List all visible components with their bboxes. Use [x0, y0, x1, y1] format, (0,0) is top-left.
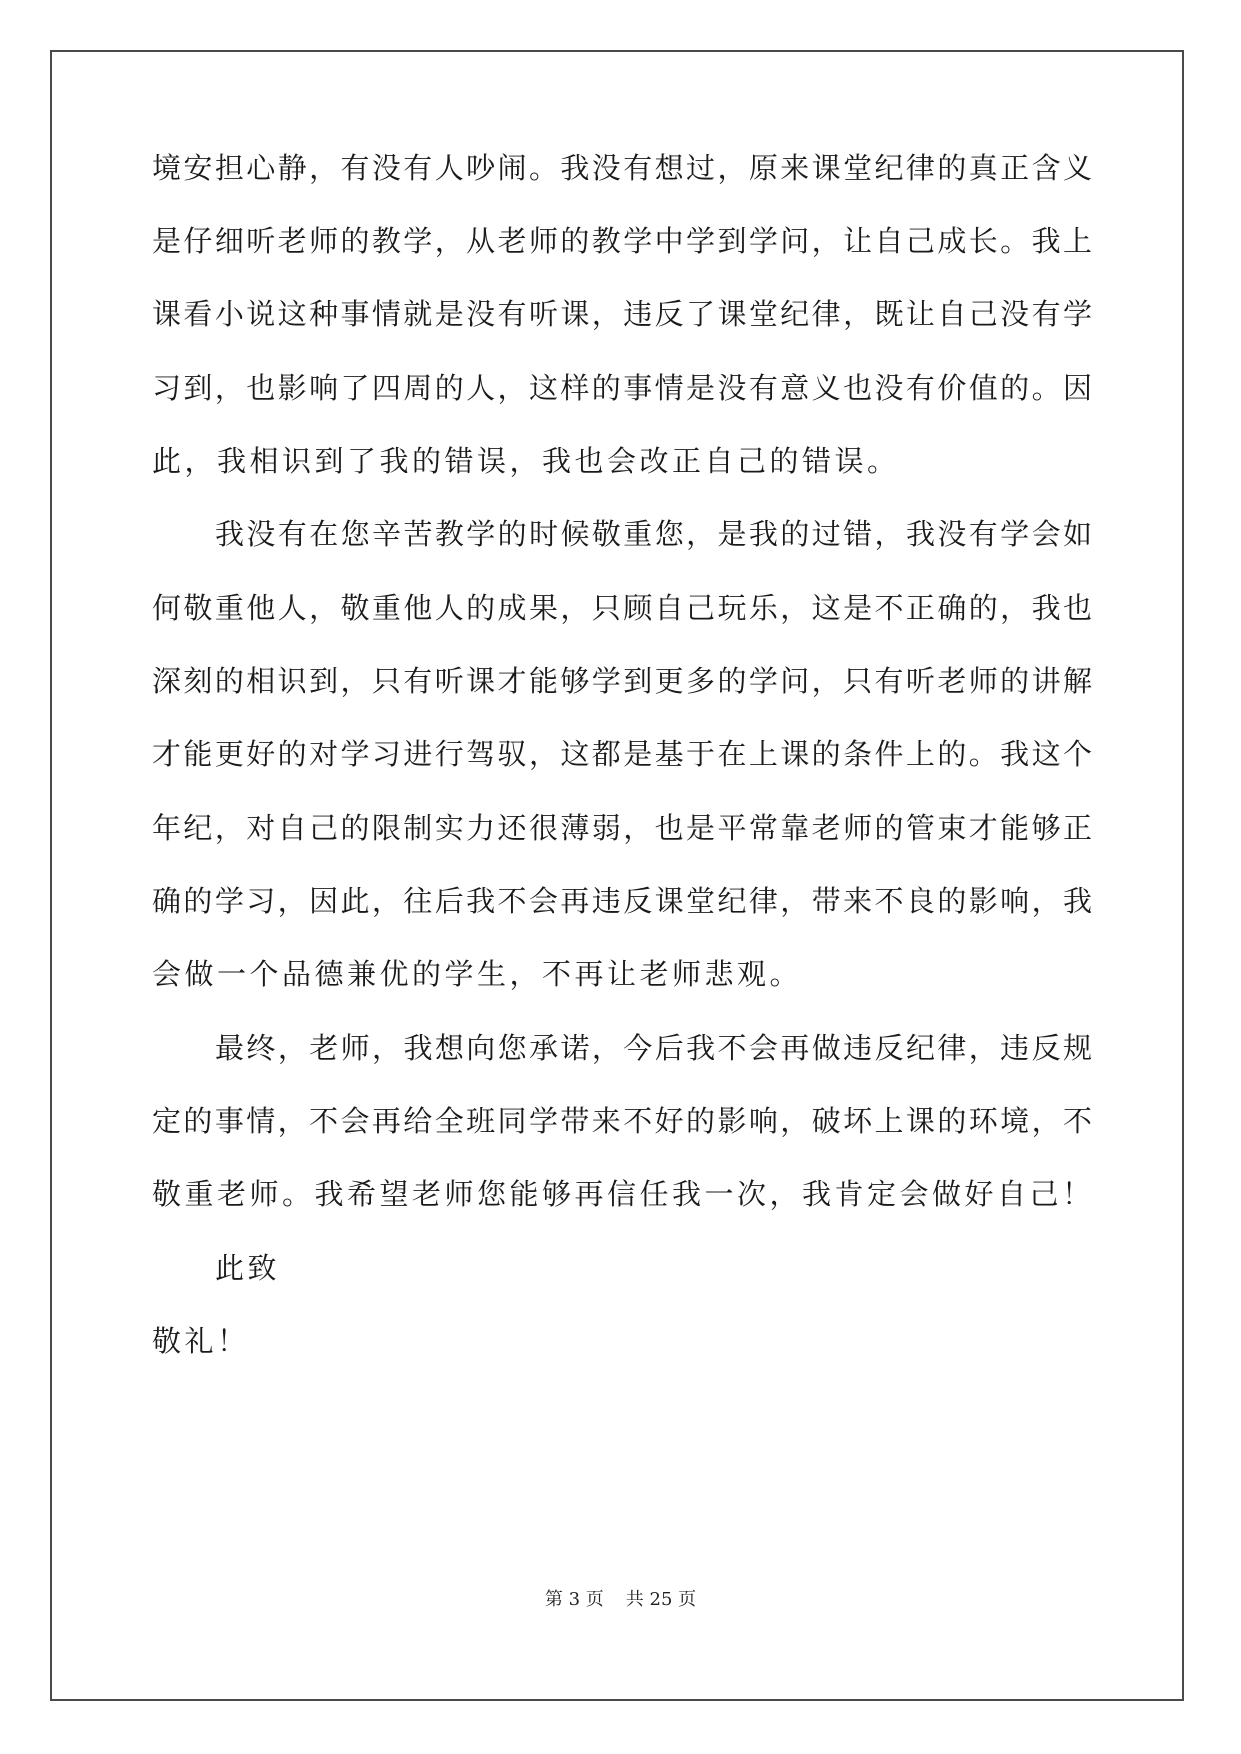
- body-line: 定的事情，不会再给全班同学带来不好的影响，破坏上课的环境，不: [152, 1104, 1092, 1138]
- body-line: 才能更好的对学习进行驾驭，这都是基于在上课的条件上的。我这个: [152, 737, 1092, 771]
- body-line: 会做一个品德兼优的学生，不再让老师悲观。: [152, 957, 803, 991]
- page-footer: [0, 1588, 1241, 1612]
- body-line: 课看小说这种事情就是没有听课，违反了课堂纪律，既让自己没有学: [152, 297, 1092, 331]
- body-line: 习到，也影响了四周的人，这样的事情是没有意义也没有价值的。因: [152, 371, 1092, 405]
- body-line: 此，我相识到了我的错误，我也会改正自己的错误。: [152, 444, 900, 478]
- paragraph-first-line: 我没有在您辛苦教学的时候敬重您，是我的过错，我没有学会如: [215, 517, 1092, 551]
- body-line: 敬重老师。我希望老师您能够再信任我一次，我肯定会做好自己！: [152, 1177, 1095, 1211]
- closing-salutation: 此致: [215, 1251, 281, 1285]
- body-line: 是仔细听老师的教学，从老师的教学中学到学问，让自己成长。我上: [152, 224, 1092, 258]
- page-number: 第 3 页: [544, 1589, 604, 1610]
- body-line: 何敬重他人，敬重他人的成果，只顾自己玩乐，这是不正确的，我也: [152, 591, 1092, 625]
- paragraph-first-line: 最终，老师，我想向您承诺，今后我不会再做违反纪律，违反规: [215, 1031, 1092, 1065]
- closing-regards: 敬礼！: [152, 1324, 250, 1358]
- page-total: 共 25 页: [625, 1589, 697, 1610]
- body-line: 确的学习，因此，往后我不会再违反课堂纪律，带来不良的影响，我: [152, 884, 1092, 918]
- body-line: 年纪，对自己的限制实力还很薄弱，也是平常靠老师的管束才能够正: [152, 811, 1092, 845]
- body-line: 境安担心静，有没有人吵闹。我没有想过，原来课堂纪律的真正含义: [152, 151, 1092, 185]
- body-line: 深刻的相识到，只有听课才能够学到更多的学问，只有听老师的讲解: [152, 664, 1092, 698]
